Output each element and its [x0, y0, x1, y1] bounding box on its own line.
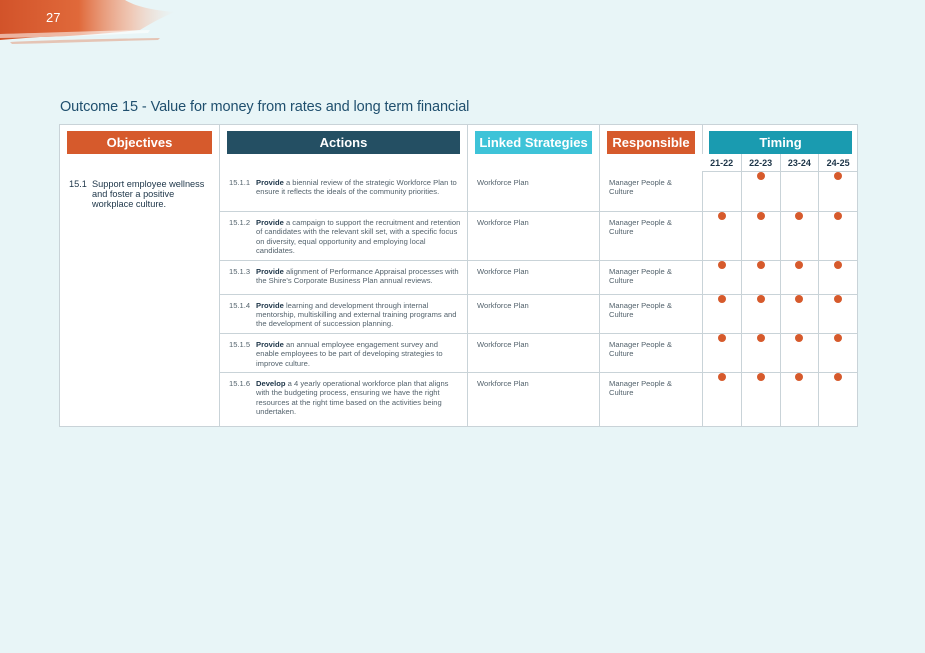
action-number: 15.1.2 [229, 218, 251, 227]
action-verb: Provide [256, 300, 284, 310]
objective-text: Support employee wellness and foster a positive workplace culture. [92, 178, 205, 210]
responsible-cell: Manager People & Culture [600, 172, 703, 212]
action-text: learning and development through internal mentorship, multiskilling and external training programs and the development of succession planning. [256, 300, 457, 329]
timing-cell [741, 373, 780, 427]
timing-cell [819, 260, 858, 294]
action-text: a biennial review of the strategic Workforce Plan to ensure it reflects the ideals of the community priorities. [256, 177, 457, 196]
timing-cell [819, 294, 858, 333]
objective-cell [60, 172, 220, 427]
timing-dot-icon [757, 334, 765, 342]
timing-cell [780, 260, 819, 294]
action-plan-table [59, 124, 858, 427]
action-text: alignment of Performance Appraisal processes with the Shire's Corporate Business Plan annual reviews. [256, 266, 459, 286]
responsible-cell: Manager People & Culture [600, 333, 703, 372]
timing-cell [703, 294, 742, 333]
page-number: 27 [46, 10, 61, 25]
timing-cell [741, 172, 780, 212]
timing-header: Timing [709, 131, 852, 154]
outcome-title: Outcome 15 - Value for money from rates and long term financial [60, 99, 470, 115]
action-text: a 4 yearly operational workforce plan that aligns with the budgeting process, ensuring we have the right resources at the right time based on the activities being undertaken. [256, 379, 449, 417]
timing-dot-icon [834, 261, 842, 269]
action-cell [220, 333, 468, 372]
timing-cell [780, 333, 819, 372]
objective-number: 15.1 [69, 178, 87, 189]
timing-cell [819, 172, 858, 212]
action-cell [220, 172, 468, 212]
timing-dot-icon [718, 373, 726, 381]
timing-cell [780, 212, 819, 261]
action-number: 15.1.5 [229, 339, 251, 349]
linked-strategy-cell: Workforce Plan [468, 212, 600, 261]
year-header: 21-22 [703, 154, 742, 172]
timing-cell [703, 212, 742, 261]
responsible-header: Responsible [607, 131, 695, 154]
timing-dot-icon [834, 212, 842, 220]
year-header: 22-23 [741, 154, 780, 172]
objectives-header: Objectives [67, 131, 212, 154]
year-header: 24-25 [819, 154, 858, 172]
timing-cell [741, 212, 780, 261]
responsible-cell: Manager People & Culture [600, 260, 703, 294]
action-number: 15.1.4 [229, 300, 251, 310]
timing-dot-icon [718, 261, 726, 269]
action-verb: Provide [256, 177, 284, 187]
action-verb: Develop [256, 379, 286, 389]
timing-cell [703, 373, 742, 427]
timing-cell [780, 373, 819, 427]
linked-strategy-cell: Workforce Plan [468, 260, 600, 294]
timing-dot-icon [718, 212, 726, 220]
timing-dot-icon [757, 261, 765, 269]
timing-cell [703, 260, 742, 294]
timing-cell [741, 260, 780, 294]
timing-dot-icon [718, 334, 726, 342]
action-verb: Provide [256, 339, 284, 349]
timing-dot-icon [718, 295, 726, 303]
timing-dot-icon [795, 334, 803, 342]
action-number: 15.1.6 [229, 379, 251, 389]
responsible-cell: Manager People & Culture [600, 294, 703, 333]
action-cell [220, 294, 468, 333]
timing-dot-icon [834, 334, 842, 342]
responsible-header-cell [600, 125, 703, 172]
year-header: 23-24 [780, 154, 819, 172]
action-text: an annual employee engagement survey and enable employees to be part of developing strategies to improve culture. [256, 339, 443, 368]
timing-dot-icon [757, 373, 765, 381]
timing-dot-icon [757, 212, 765, 220]
action-verb: Provide [256, 218, 284, 227]
action-text: a campaign to support the recruitment and retention of candidates with the relevant skill set, with a specific focus on diversity, equal opportunity and employing local candidates. [256, 218, 461, 256]
linked-strategies-header: Linked Strategies [475, 131, 592, 154]
linked-strategy-cell: Workforce Plan [468, 294, 600, 333]
action-plan-body [60, 172, 858, 427]
action-cell [220, 212, 468, 261]
timing-cell [819, 373, 858, 427]
timing-dot-icon [834, 172, 842, 180]
action-cell [220, 373, 468, 427]
timing-cell [741, 294, 780, 333]
timing-dot-icon [795, 261, 803, 269]
timing-dot-icon [795, 295, 803, 303]
timing-header-cell [703, 125, 858, 155]
linked-strategy-cell: Workforce Plan [468, 333, 600, 372]
timing-cell [741, 333, 780, 372]
timing-cell [819, 333, 858, 372]
action-number: 15.1.3 [229, 266, 251, 276]
timing-cell [819, 212, 858, 261]
actions-header: Actions [227, 131, 460, 154]
timing-cell [703, 333, 742, 372]
timing-cell [780, 172, 819, 212]
responsible-cell: Manager People & Culture [600, 373, 703, 427]
actions-header-cell [220, 125, 468, 172]
timing-dot-icon [834, 295, 842, 303]
linked-strategy-cell: Workforce Plan [468, 373, 600, 427]
brush-stroke-decoration [0, 0, 180, 48]
timing-cell [703, 172, 742, 212]
action-cell [220, 260, 468, 294]
table-row [60, 172, 858, 212]
action-verb: Provide [256, 266, 284, 276]
linked-strategies-header-cell [468, 125, 600, 172]
timing-dot-icon [757, 172, 765, 180]
timing-dot-icon [795, 373, 803, 381]
timing-dot-icon [834, 373, 842, 381]
timing-cell [780, 294, 819, 333]
responsible-cell: Manager People & Culture [600, 212, 703, 261]
timing-dot-icon [795, 212, 803, 220]
action-number: 15.1.1 [229, 177, 251, 187]
timing-dot-icon [757, 295, 765, 303]
objectives-header-cell [60, 125, 220, 172]
linked-strategy-cell: Workforce Plan [468, 172, 600, 212]
